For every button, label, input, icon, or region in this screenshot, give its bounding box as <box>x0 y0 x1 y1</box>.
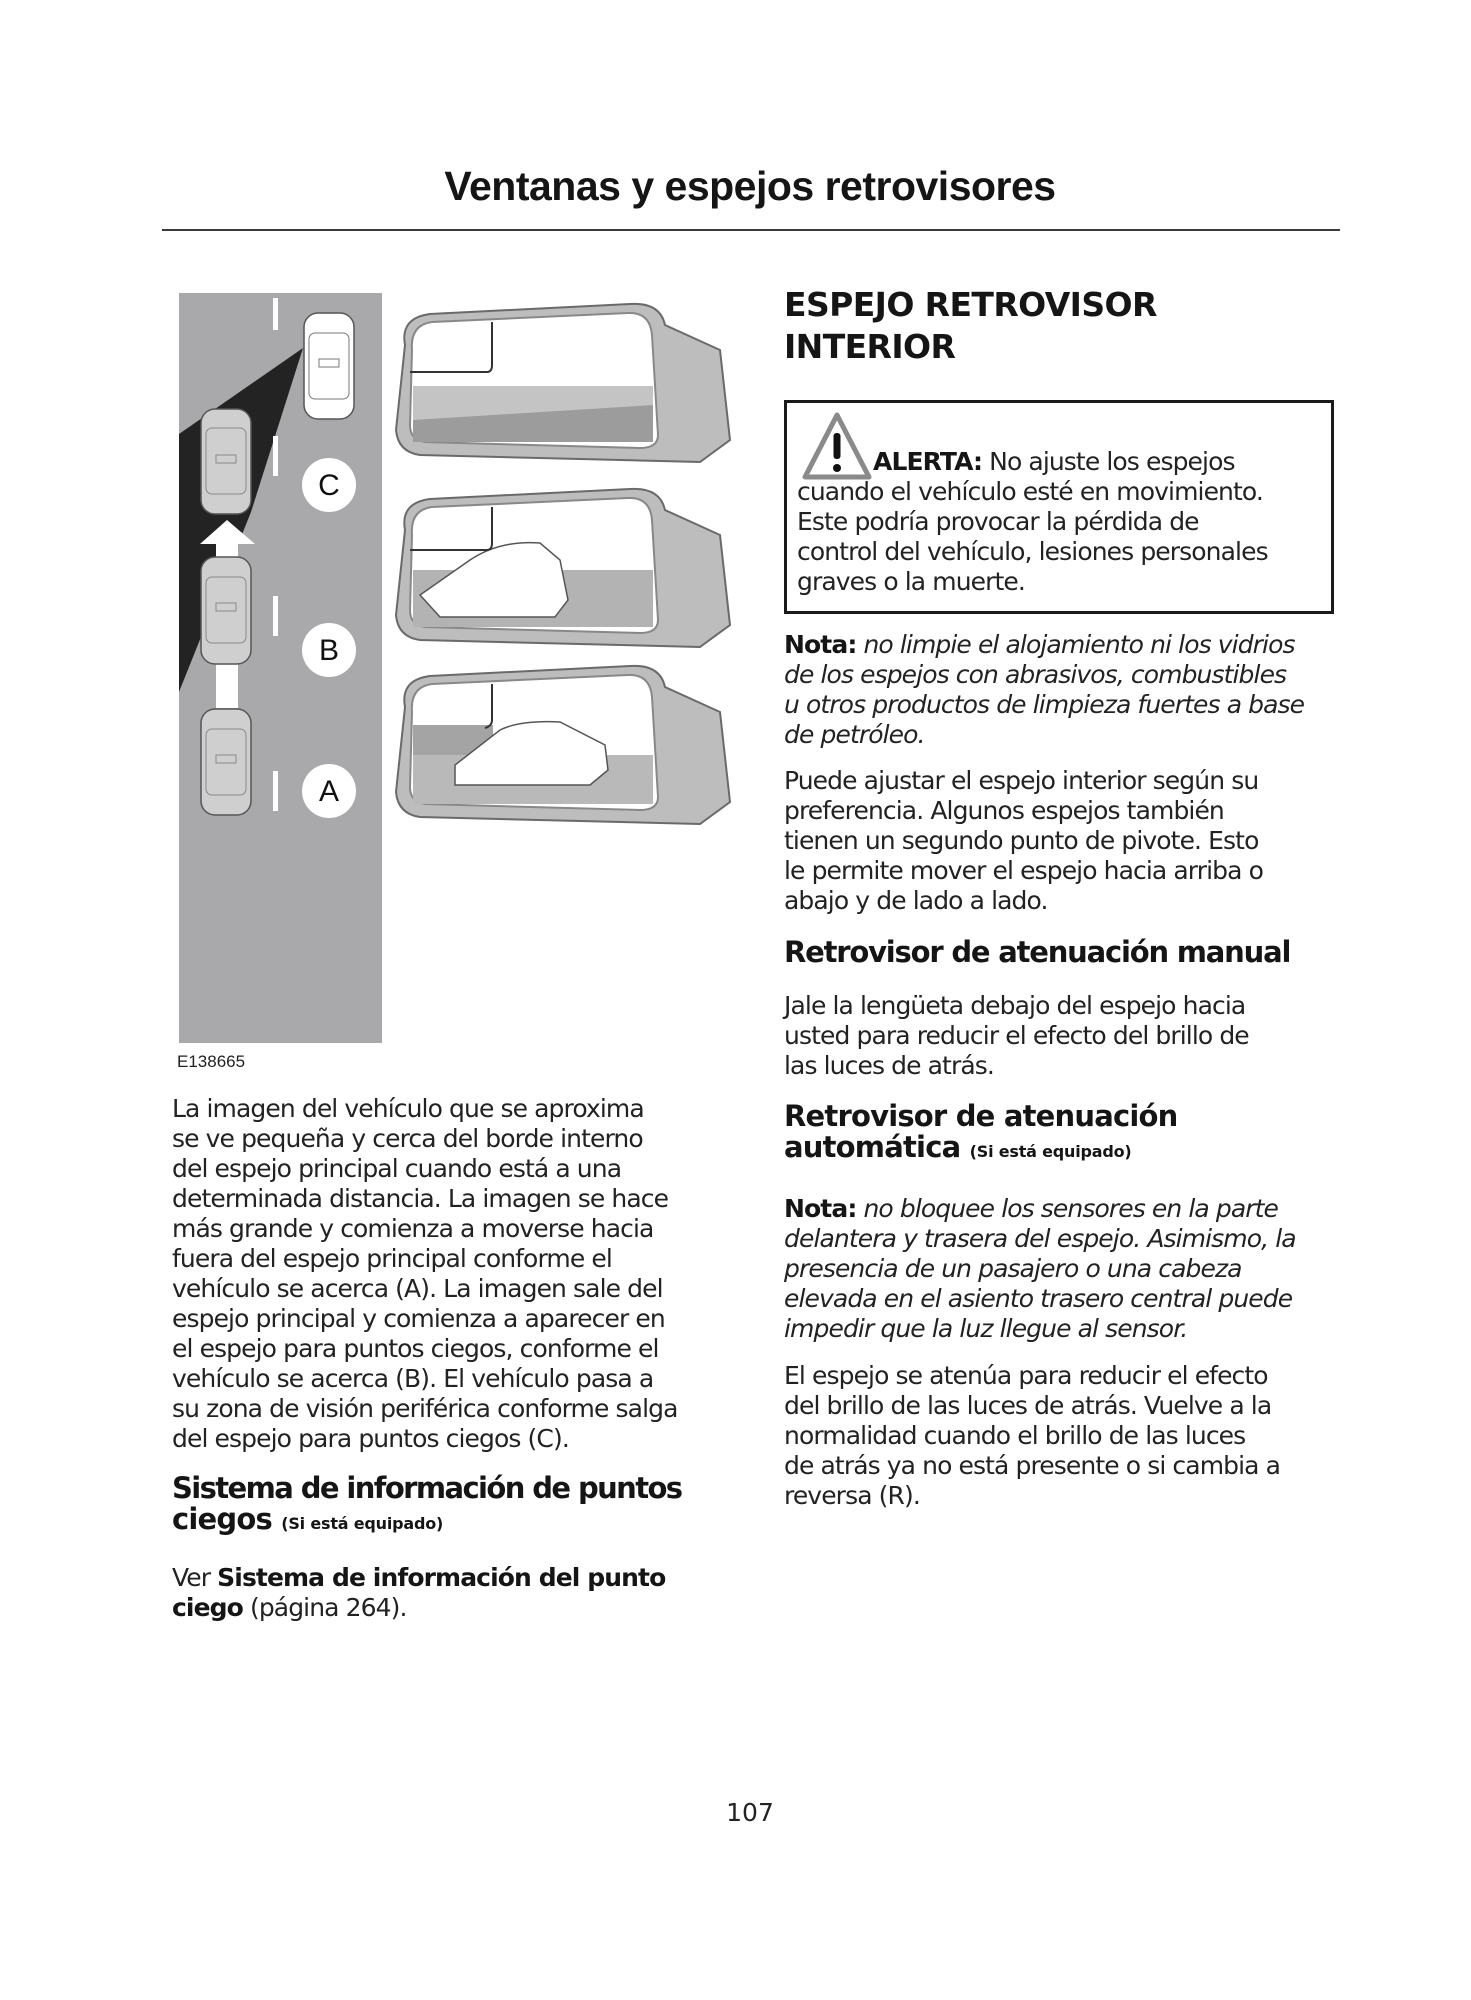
note-line: impedir que la luz llegue al sensor. <box>784 1314 1188 1343</box>
text-line: abajo y de lado a lado. <box>784 886 1048 915</box>
alert-label: ALERTA: <box>873 447 983 476</box>
figure-label-c: C <box>318 469 340 502</box>
figure-id: E138665 <box>177 1052 246 1071</box>
text-line: usted para reducir el efecto del brillo de <box>784 1021 1249 1050</box>
page-reference: (página 264). <box>242 1593 407 1622</box>
page-title: Ventanas y espejos retrovisores <box>444 163 1056 209</box>
heading-line: Sistema de información de puntos <box>172 1471 682 1505</box>
note-line: elevada en el asiento trasero central puede <box>784 1284 1293 1313</box>
text-line: se ve pequeña y cerca del borde interno <box>172 1124 643 1153</box>
heading-line: automática <box>784 1130 961 1164</box>
text-line: preferencia. Algunos espejos también <box>784 796 1224 825</box>
text-line: las luces de atrás. <box>784 1051 994 1080</box>
text-line: vehículo se acerca (B). El vehículo pasa a <box>172 1364 654 1393</box>
text-line: Puede ajustar el espejo interior según su <box>784 766 1259 795</box>
adjust-paragraph <box>784 766 1344 916</box>
see-also-paragraph <box>172 1563 752 1623</box>
figure-label-b: B <box>318 634 339 667</box>
heading-line: INTERIOR <box>784 327 956 366</box>
mirror-c-icon <box>396 304 730 462</box>
note-label: Nota: <box>784 630 857 659</box>
text-line: determinada distancia. La imagen se hace <box>172 1184 669 1213</box>
equipped-note: (Si está equipado) <box>281 1514 444 1533</box>
text-line: el espejo para puntos ciegos, conforme el <box>172 1334 659 1363</box>
text-line: del brillo de las luces de atrás. Vuelve a la <box>784 1391 1272 1420</box>
car-white-icon <box>304 313 354 419</box>
text-line: tienen un segundo punto de pivote. Esto <box>784 826 1259 855</box>
page-number: 107 <box>726 1798 774 1827</box>
blind-spot-illustration <box>160 285 750 1075</box>
text-line: vehículo se acerca (A). La imagen sale del <box>172 1274 663 1303</box>
text-line: del espejo principal cuando está a una <box>172 1154 622 1183</box>
blind-spot-description <box>172 1094 732 1454</box>
note-cleaning <box>784 630 1344 750</box>
note-label: Nota: <box>784 1194 857 1223</box>
manual-dimming-paragraph <box>784 991 1344 1081</box>
header-divider <box>162 229 1340 231</box>
blind-spot-link-cont[interactable]: ciego <box>172 1593 243 1622</box>
text-line: El espejo se atenúa para reducir el efecto <box>784 1361 1268 1390</box>
manual-dimming-heading: Retrovisor de atenuación manual <box>784 935 1291 969</box>
text-line: del espejo para puntos ciegos (C). <box>172 1424 569 1453</box>
alert-line: Este podría provocar la pérdida de <box>797 507 1199 536</box>
blind-spot-link[interactable]: Sistema de información del punto <box>217 1563 666 1592</box>
auto-dimming-paragraph <box>784 1361 1344 1511</box>
section-heading-interior-mirror <box>784 284 1344 368</box>
text-line: espejo principal y comienza a aparecer en <box>172 1304 665 1333</box>
note-line: de petróleo. <box>784 720 925 749</box>
mirror-b-icon <box>396 489 730 647</box>
text-line: normalidad cuando el brillo de las luces <box>784 1421 1246 1450</box>
auto-dimming-heading <box>784 1101 1364 1167</box>
text-line: fuera del espejo principal conforme el <box>172 1244 612 1273</box>
note-line: no bloquee los sensores en la parte <box>856 1194 1279 1223</box>
text-line: reversa (R). <box>784 1481 920 1510</box>
text-line: Jale la lengüeta debajo del espejo hacia <box>784 991 1246 1020</box>
figure-label-a: A <box>318 775 339 808</box>
note-line: no limpie el alojamiento ni los vidrios <box>856 630 1295 659</box>
note-sensors <box>784 1194 1344 1344</box>
blind-spot-heading <box>172 1473 752 1539</box>
note-line: delantera y trasera del espejo. Asimismo, la <box>784 1224 1296 1253</box>
text-line: más grande y comienza a moverse hacia <box>172 1214 654 1243</box>
equipped-note: (Si está equipado) <box>969 1142 1132 1161</box>
see-prefix: Ver <box>172 1563 218 1592</box>
text-line: su zona de visión periférica conforme salga <box>172 1394 678 1423</box>
blind-spot-figure <box>160 285 750 1075</box>
alert-line: No ajuste los espejos <box>982 447 1235 476</box>
note-line: presencia de un pasajero o una cabeza <box>784 1254 1242 1283</box>
note-line: u otros productos de limpieza fuertes a base <box>784 690 1305 719</box>
alert-text <box>797 447 1327 597</box>
alert-line: cuando el vehículo esté en movimiento. <box>797 477 1263 506</box>
text-line: La imagen del vehículo que se aproxima <box>172 1094 644 1123</box>
text-line: de atrás ya no está presente o si cambia a <box>784 1451 1281 1480</box>
text-line: le permite mover el espejo hacia arriba o <box>784 856 1263 885</box>
heading-line: ciegos <box>172 1502 272 1536</box>
alert-line: control del vehículo, lesiones personales <box>797 537 1268 566</box>
heading-line: Retrovisor de atenuación <box>784 1099 1178 1133</box>
mirror-a-icon <box>396 666 730 824</box>
alert-line: graves o la muerte. <box>797 567 1025 596</box>
note-line: de los espejos con abrasivos, combustibles <box>784 660 1287 689</box>
heading-line: ESPEJO RETROVISOR <box>784 285 1157 324</box>
